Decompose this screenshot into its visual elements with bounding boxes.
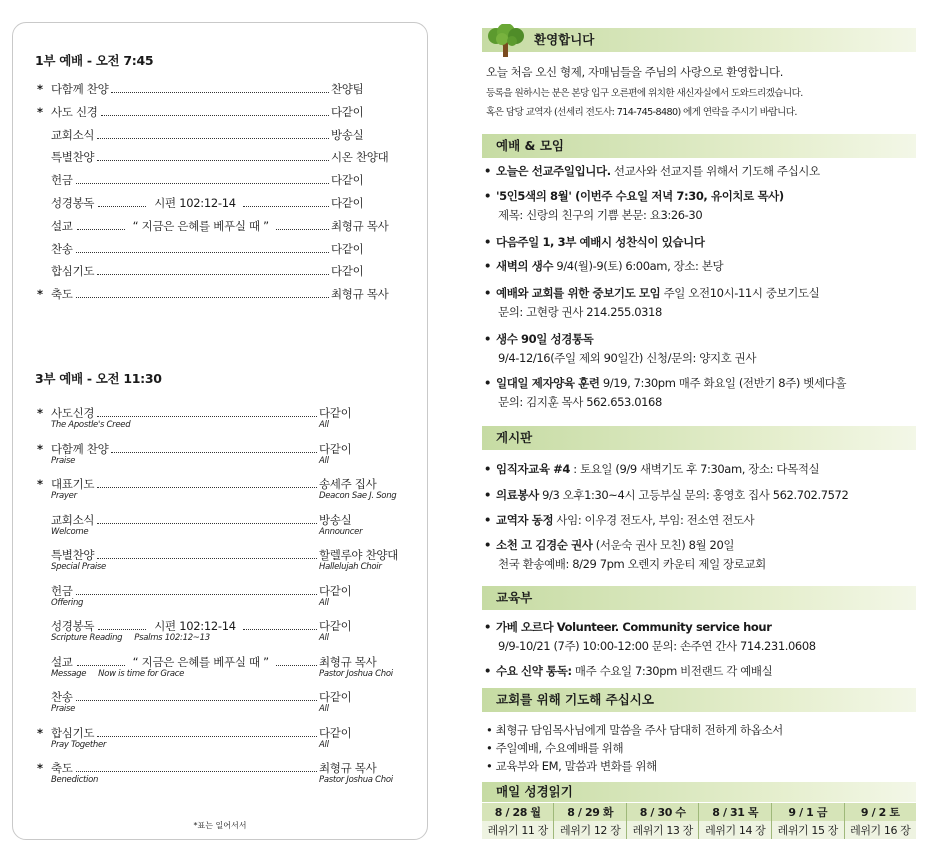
order-leader-english: All: [319, 455, 329, 466]
order-row: [37, 263, 417, 278]
order-leader: 다같이: [331, 264, 364, 279]
order-leader-english: Announcer: [319, 526, 363, 537]
order-english-row: [37, 669, 417, 682]
spacer: [106, 740, 319, 753]
board-item-4: • 소천 고 김경순 권사 (서운숙 권사 모친) 8월 20일 천국 환송예배: 8/29 7pm 오렌지 카운티 제일 장로교회: [484, 538, 766, 571]
board-item-3: • 교역자 동정 사임: 이우경 전도사, 부임: 전소연 전도사: [484, 513, 755, 527]
stand-marker: *: [37, 82, 43, 96]
spacer: [77, 491, 319, 504]
dot-leader: [276, 665, 317, 666]
order-title: 합심기도: [51, 264, 95, 279]
order-leader-english: Hallelujah Choir: [319, 562, 382, 572]
order-english-row: [37, 562, 417, 575]
order-leader: 다같이: [331, 173, 364, 188]
prayer-line-1: • 최형규 담임목사님에게 말씀을 주사 담대히 전하게 하옵소서: [486, 723, 783, 737]
order-leader-english: Deacon Sae J. Song: [319, 491, 397, 501]
order-row: [37, 241, 417, 256]
stand-marker: *: [37, 761, 43, 775]
board-section-bar: [482, 426, 916, 450]
spacer: [210, 633, 319, 646]
standing-footnote: *표는 일어서서: [193, 821, 247, 830]
order-title: 교회소식: [51, 512, 95, 527]
order-item: [37, 654, 417, 682]
order-leader: 방송실: [331, 127, 364, 142]
order-leader: 다같이: [331, 195, 364, 210]
order-english-row: [37, 491, 417, 504]
dot-leader: [97, 160, 329, 161]
order-title-english: Benediction: [51, 775, 99, 785]
order-detail-english: Psalms 102:12~13: [134, 633, 210, 643]
order-row: [37, 405, 417, 420]
order-leader-english: Pastor Joshua Choi: [319, 668, 393, 679]
order-row: [37, 81, 417, 96]
reading-chapters-row: [482, 821, 916, 839]
order-english-row: [37, 456, 417, 469]
worship-item-1: • 오늘은 선교주일입니다. 선교사와 선교지를 위해서 기도해 주십시오: [484, 164, 820, 178]
order-english-row: [37, 420, 417, 433]
stand-marker: *: [37, 725, 43, 740]
order-title-english: Scripture Reading: [51, 633, 123, 643]
order-item: [37, 689, 417, 717]
order-leader: 다같이: [319, 406, 352, 420]
education-item-1: • 가베 오르다 Volunteer. Community service hour 9/9-10/21 (7주) 10:00-12:00 문의: 손주연 간사 714.231.0608: [484, 620, 816, 653]
order-row: [37, 583, 417, 598]
order-english-row: [37, 633, 417, 646]
stand-marker: *: [37, 441, 43, 456]
board-item-1: • 임직자교육 #4 : 토요일 (9/9 새벽기도 후 7:30am, 장소: 다목적실: [484, 462, 820, 476]
order-english-row: [37, 775, 417, 788]
order-title-english: The Apostle's Creed: [51, 420, 131, 430]
order-leader: 시온 찬양대: [331, 150, 389, 165]
reading-date-cell: 9 / 2 토: [844, 803, 916, 821]
reading-date-cell: 8 / 28 월: [482, 803, 554, 821]
order-title: 축도: [51, 761, 73, 775]
service3-heading: 3부 예배 - 오전 11:30: [35, 371, 162, 386]
order-detail: “ 지금은 은혜를 베푸실 때 ”: [132, 218, 269, 233]
order-row: [37, 149, 417, 164]
order-item: [37, 127, 417, 142]
order-item: [37, 618, 417, 646]
reading-date-cell: 8 / 30 수: [626, 803, 699, 821]
spacer: [184, 669, 319, 682]
order-item: [37, 241, 417, 256]
order-leader: 방송실: [319, 512, 352, 527]
order-leader-english: All: [319, 633, 329, 643]
order-item: [37, 441, 417, 469]
order-item: [37, 476, 417, 504]
dot-leader: [76, 771, 317, 772]
reading-schedule-table: [482, 803, 916, 839]
spacer: [88, 527, 319, 540]
worship-item-6: • 생수 90일 성경통독 9/4-12/16(주일 제외 90일간) 신청/문의: 양지호 권사: [484, 332, 757, 365]
order-row: [37, 127, 417, 142]
dot-leader: [97, 736, 317, 737]
dot-leader: [97, 523, 317, 524]
dot-leader: [97, 416, 317, 417]
order-row: [37, 218, 417, 233]
order-detail: 시편 102:12-14: [154, 619, 236, 633]
order-title: 축도: [51, 287, 73, 302]
reading-title: 매일 성경읽기: [496, 784, 573, 799]
stand-marker: *: [37, 104, 43, 119]
order-row: [37, 512, 417, 527]
reading-chapter-cell: 레위기 13 장: [626, 821, 699, 839]
order-title: 사도 신경: [51, 104, 98, 119]
order-leader-english: All: [319, 420, 329, 430]
dot-leader: [77, 229, 125, 230]
order-row: [37, 286, 417, 301]
order-leader: 다같이: [319, 583, 352, 598]
order-leader: 최형규 목사: [319, 761, 377, 775]
order-detail-english: Now is time for Grace: [98, 668, 185, 679]
dot-leader: [101, 115, 329, 116]
order-title-english: Welcome: [51, 526, 89, 537]
order-leader-english: Pastor Joshua Choi: [319, 775, 393, 785]
order-row: [37, 104, 417, 119]
spacer: [75, 704, 319, 717]
order-leader: 다같이: [319, 441, 352, 456]
dot-leader: [97, 487, 317, 488]
order-title: 헌금: [51, 583, 73, 598]
order-row: [37, 172, 417, 187]
welcome-line-3: 혹은 담당 교역자 (선세리 전도사: 714-745-8480) 에게 연락을 주시기 바랍니다.: [486, 107, 797, 118]
order-title-english: Special Praise: [51, 562, 106, 572]
order-leader: 찬양팀: [331, 82, 364, 96]
prayer-section-bar: [482, 688, 916, 712]
welcome-line-2: 등록을 원하시는 분은 본당 입구 오른편에 위치한 새신자실에서 도와드리겠습니다.: [486, 88, 803, 99]
order-english-row: [37, 527, 417, 540]
spacer: [75, 456, 319, 469]
worship-item-2: • '5인5색의 8월' (이번주 수요일 저녁 7:30, 유이치로 목사) 제목: 신랑의 친구의 기쁨 본문: 요3:26-30: [484, 189, 784, 222]
order-row: [37, 547, 417, 562]
dot-leader: [76, 594, 317, 595]
order-leader: 다같이: [319, 690, 352, 704]
order-item: [37, 725, 417, 753]
order-leader: 다같이: [331, 241, 364, 256]
order-title-english: Prayer: [51, 491, 77, 501]
order-title: 합심기도: [51, 725, 95, 740]
education-title: 교육부: [496, 590, 533, 605]
dot-leader: [111, 452, 317, 453]
prayer-line-3: • 교육부와 EM, 말씀과 변화를 위해: [486, 759, 657, 773]
dot-leader: [77, 665, 125, 666]
reading-dates-row: [482, 803, 916, 821]
order-title: 교회소식: [51, 127, 95, 142]
order-leader: 최형규 목사: [319, 654, 377, 669]
order-leader: 다같이: [319, 619, 352, 633]
order-detail: 시편 102:12-14: [154, 195, 236, 210]
dot-leader: [76, 183, 329, 184]
order-item: [37, 195, 417, 210]
order-title: 다함께 찬양: [51, 82, 109, 96]
order-title: 특별찬양: [51, 150, 95, 165]
worship-item-5: • 예배와 교회를 위한 중보기도 모임 주일 오전10시-11시 중보기도실 문의: 고현랑 권사 214.255.0318: [484, 286, 820, 319]
order-detail: “ 지금은 은혜를 베푸실 때 ”: [132, 654, 269, 669]
dot-leader: [76, 700, 317, 701]
reading-chapter-cell: 레위기 11 장: [482, 821, 554, 839]
order-title: 헌금: [51, 173, 73, 188]
order-row: [37, 725, 417, 740]
order-row: [37, 441, 417, 456]
spacer: [83, 598, 319, 611]
dot-leader: [97, 138, 329, 139]
dot-leader: [111, 92, 329, 93]
order-leader-english: All: [319, 704, 329, 714]
order-title: 찬송: [51, 241, 73, 256]
welcome-line-1: 오늘 처음 오신 형제, 자매님들을 주님의 사랑으로 환영합니다.: [486, 65, 784, 79]
order-title: 성경봉독: [51, 195, 95, 210]
education-section-bar: [482, 586, 916, 610]
order-item: [37, 547, 417, 575]
order-leader: 다같이: [319, 725, 352, 740]
worship-section-bar: [482, 134, 916, 158]
reading-date-cell: 9 / 1 금: [771, 803, 844, 821]
dot-leader: [243, 206, 329, 207]
order-item: [37, 149, 417, 164]
worship-item-3: • 다음주일 1, 3부 예배시 성찬식이 있습니다: [484, 235, 705, 249]
order-leader: 최형규 목사: [331, 218, 389, 233]
dot-leader: [98, 629, 146, 630]
order-title: 찬송: [51, 690, 73, 704]
spacer: [106, 562, 319, 575]
order-leader-english: All: [319, 739, 329, 750]
order-title-english: Offering: [51, 597, 84, 608]
order-leader-english: All: [319, 597, 329, 608]
reading-chapter-cell: 레위기 15 장: [771, 821, 844, 839]
reading-date-cell: 8 / 29 화: [554, 803, 627, 821]
order-item: [37, 81, 417, 96]
order-leader: 최형규 목사: [331, 287, 389, 302]
order-title-english: Praise: [51, 455, 76, 466]
welcome-section-bar: [482, 28, 916, 52]
reading-chapter-cell: 레위기 12 장: [554, 821, 627, 839]
order-item: [37, 218, 417, 233]
order-item: [37, 263, 417, 278]
order-title: 대표기도: [51, 477, 95, 491]
service1-heading: 1부 예배 - 오전 7:45: [35, 53, 154, 68]
board-item-2: • 의료봉사 9/3 오후1:30~4시 고등부실 문의: 홍영호 집사 562.702.7572: [484, 488, 849, 502]
order-english-row: [37, 598, 417, 611]
dot-leader: [97, 558, 317, 559]
order-title: 설교: [51, 218, 73, 233]
order-leader: 다같이: [331, 104, 364, 119]
prayer-line-2: • 주일예배, 수요예배를 위해: [486, 741, 624, 755]
order-row: [37, 760, 417, 775]
order-row: [37, 689, 417, 704]
order-title: 다함께 찬양: [51, 441, 109, 456]
order-row: [37, 195, 417, 210]
tree-icon: [486, 24, 526, 58]
order-of-worship-panel: [12, 22, 428, 840]
order-leader: 송세주 집사: [319, 477, 377, 491]
dot-leader: [243, 629, 317, 630]
order-item: [37, 104, 417, 119]
worship-title: 예배 & 모임: [496, 138, 564, 153]
order-item: [37, 172, 417, 187]
order-row: [37, 618, 417, 633]
order-english-row: [37, 740, 417, 753]
dot-leader: [98, 206, 146, 207]
order-item: [37, 760, 417, 788]
prayer-title: 교회를 위해 기도해 주십시오: [496, 692, 654, 707]
reading-date-cell: 8 / 31 목: [699, 803, 772, 821]
reading-chapter-cell: 레위기 14 장: [699, 821, 772, 839]
order-item: [37, 405, 417, 433]
worship-item-7: • 일대일 제자양육 훈련 9/19, 7:30pm 매주 화요일 (전반기 8주) 벳세다홀 문의: 김지훈 목사 562.653.0168: [484, 376, 847, 409]
order-row: [37, 476, 417, 491]
stand-marker: *: [37, 406, 43, 420]
spacer: [130, 420, 319, 433]
order-english-row: [37, 704, 417, 717]
stand-marker: *: [37, 477, 43, 491]
order-title-english: Praise: [51, 704, 76, 714]
board-title: 게시판: [496, 430, 533, 445]
reading-chapter-cell: 레위기 16 장: [844, 821, 916, 839]
education-item-2: • 수요 신약 통독: 매주 수요일 7:30pm 비전랜드 각 예배실: [484, 664, 773, 678]
service3-order-list: [37, 405, 417, 796]
order-title-english: Message: [51, 668, 87, 679]
order-item: [37, 583, 417, 611]
order-title: 사도신경: [51, 406, 95, 420]
order-title: 특별찬양: [51, 548, 95, 562]
dot-leader: [76, 252, 329, 253]
dot-leader: [76, 297, 329, 298]
dot-leader: [97, 274, 329, 275]
order-leader: 할렐루야 찬양대: [319, 548, 399, 562]
dot-leader: [276, 229, 329, 230]
order-item: [37, 512, 417, 540]
order-title: 성경봉독: [51, 619, 95, 633]
order-row: [37, 654, 417, 669]
spacer: [98, 775, 319, 788]
order-title: 설교: [51, 654, 73, 669]
worship-item-4: • 새벽의 생수 9/4(월)-9(토) 6:00am, 장소: 본당: [484, 259, 724, 273]
reading-section-bar: [482, 782, 916, 802]
order-item: [37, 286, 417, 301]
service1-order-list: [37, 81, 417, 309]
order-title-english: Pray Together: [51, 739, 107, 750]
stand-marker: *: [37, 287, 43, 302]
welcome-title: 환영합니다: [534, 32, 595, 47]
